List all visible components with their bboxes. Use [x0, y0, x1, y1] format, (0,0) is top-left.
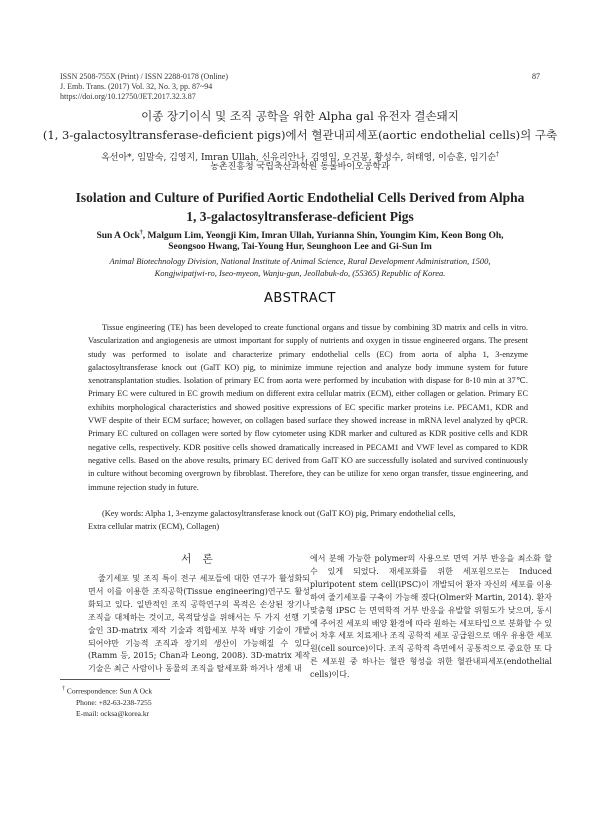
footnote-marker: † [62, 686, 65, 692]
keywords [88, 507, 528, 534]
intro-right-text: 에서 분해 가능한 polymer의 사용으로 면역 거부 반응을 최소화 할 수 있게 되었다. 재세포화를 위한 세포원으로는 Induced pluripotent stem cell(iPSC)이 개발되어 환자 자신의 세포를 이용하여 줄기세포를 구축이 가능해 졌다(Olmer와 Martin, 2014). 환자 맞춤형 iPSC 는 면역학적 거부 반응을 유발할 위험도가 낮으며, 동시에 주어진 세포의 배양 환경에 따라 원하는 세포타입으로 분화할 수 있어 차후 세포 치료제나 조직 공학적 세포 공급원으로 매우 유용한 세포원(cell source)이다. 조직 공학적 측면에서 공통적으로 중요한 또 다른 세포원 중 하나는 혈관 형성을 위한 혈관내피세포(endothelial cells)이다. [310, 554, 552, 680]
footnote-rule [60, 679, 170, 680]
email-line[interactable]: E-mail: ocksa@korea.kr [76, 708, 150, 718]
intro-right-column [310, 553, 552, 682]
korean-authors-text: 옥선아*, 임말숙, 김영지, Imran Ullah, 신유리안나, 김영임, 오건봉, 황성수, 허태영, 이승훈, 임기순 [101, 153, 496, 163]
keywords-line1: (Key words: Alpha 1, 3-enzyme galactosyltransferase knock out (GalT KO) pig, Primary endothelial cells, [102, 509, 456, 518]
intro-heading: 서 론 [181, 553, 217, 565]
abstract-text: Tissue engineering (TE) has been developed to create functional organs and tissue by combining 3D matrix and cells in vitro. Vascularization and angiogenesis are utmost important for supply of nutrients and oxygen in tissue engineered organs. The present study was performed to isolate and characterize primary endothelial cells (EC) from aorta of alpha 1, 3-enzyme galactosyltransferase knock out (GalT KO) pig, to minimize immune rejection and analyze body immune system for future xenotransplantation studies. Isolation of primary EC from aorta were performed by incubation with dispase for 8-10 min at 37℃. Primary EC were cultured in EC growth medium on different extra cellular matrix (ECM), either collagen or gelation. Primary EC exhibits morphological characteristics and showed positive expressions of EC specific marker proteins i.e. PECAM1, KDR and VWF despite of their ECM surface; however, on collagen based surface they showed increase in mRNA level analyzed by qPCR. Primary EC cultured on collagen were sorted by flow cytometer using KDR marker and cultured as KDR positive cells and KDR negative cells, respectively. KDR positive cells showed dramatically increased in PECAM1 and VWF level as compared to KDR negative cells. Based on the above results, primary EC derived from GalT KO are successfully isolated and survived continuously in culture without becoming overgrown by fibroblast. Therefore, they can be utilize for xeno organ transfer, tissue engineering, and immune rejection study in future. [88, 323, 528, 492]
correspondence-text: Correspondence: Sun A Ock [66, 686, 153, 696]
intro-left-text: 줄기세포 및 조직 특이 전구 세포들에 대한 연구가 활성화되면서 이를 이용한 조직공학(Tissue engineering)연구도 활성화되고 있다. 일반적인 조직 공학연구의 목적은 손상된 장기나 조직을 대체하는 것이고, 목적달성을 위해서는 두 가지 선행 기술인 3D-matrix 제작 기술과 적합세포 부착 배양 기술이 개발되어야만 기능적 조직과 장기의 생산이 가능해질 수 있다(Ramm 등, 2015; Chan과 Leong, 2008). 3D-matrix 제작 기술은 최근 사람이나 동물의 조직을 탈세포화 하거나 생체 내 [88, 574, 310, 674]
english-affiliation-line2: Kongjwipatjwi-ro, Iseo-myeon, Wanju-gun, Jeollabuk-do, (55365) Republic of Korea. [154, 268, 446, 278]
abstract-body [88, 321, 528, 494]
first-author: Sun A Ock [96, 231, 140, 242]
coauthors-line1: , Malgum Lim, Yeongji Kim, Imran Ullah, Yurianna Shin, Youngim Kim, Keon Bong Oh, [142, 231, 504, 242]
intro-left-column [88, 573, 310, 676]
english-author-marker: † [139, 230, 143, 236]
doi-link[interactable]: https://doi.org/10.12750/JET.2017.32.3.87 [60, 92, 196, 101]
english-title-line2: 1, 3-galactosyltransferase-deficient Pigs [186, 209, 414, 224]
keywords-line2: Extra cellular matrix (ECM), Collagen) [88, 522, 220, 532]
page-number: 87 [532, 72, 540, 81]
korean-author-marker: † [495, 151, 499, 158]
issn-line: ISSN 2508-755X (Print) / ISSN 2288-0178 (Online) [60, 72, 228, 81]
korean-title-line1: 이종 장기이식 및 조직 공학을 위한 Alpha gal 유전자 결손돼지 [141, 109, 459, 123]
korean-title-line2: (1, 3-galactosyltransferase-deficient pigs)에서 혈관내피세포(aortic endothelial cells)의 구축 [42, 128, 558, 142]
korean-affiliation: 농촌진흥청 국립축산과학원 동물바이오공학과 [210, 162, 390, 172]
phone-line: Phone: +82-63-238-7255 [76, 697, 152, 707]
journal-citation: J. Emb. Trans. (2017) Vol. 32, No. 3, pp. 87~94 [60, 82, 213, 91]
abstract-heading: ABSTRACT [264, 291, 336, 306]
english-affiliation-line1: Animal Biotechnology Division, National Institute of Animal Science, Rural Development Administration, 1500, [109, 256, 491, 266]
english-title-line1: Isolation and Culture of Purified Aortic Endothelial Cells Derived from Alpha [75, 190, 525, 205]
footnote [62, 684, 152, 719]
english-authors-line2: Seongsoo Hwang, Tai-Young Hur, Seunghoon Lee and Gi-Sun Im [168, 242, 432, 252]
correspondence-line [62, 684, 152, 697]
